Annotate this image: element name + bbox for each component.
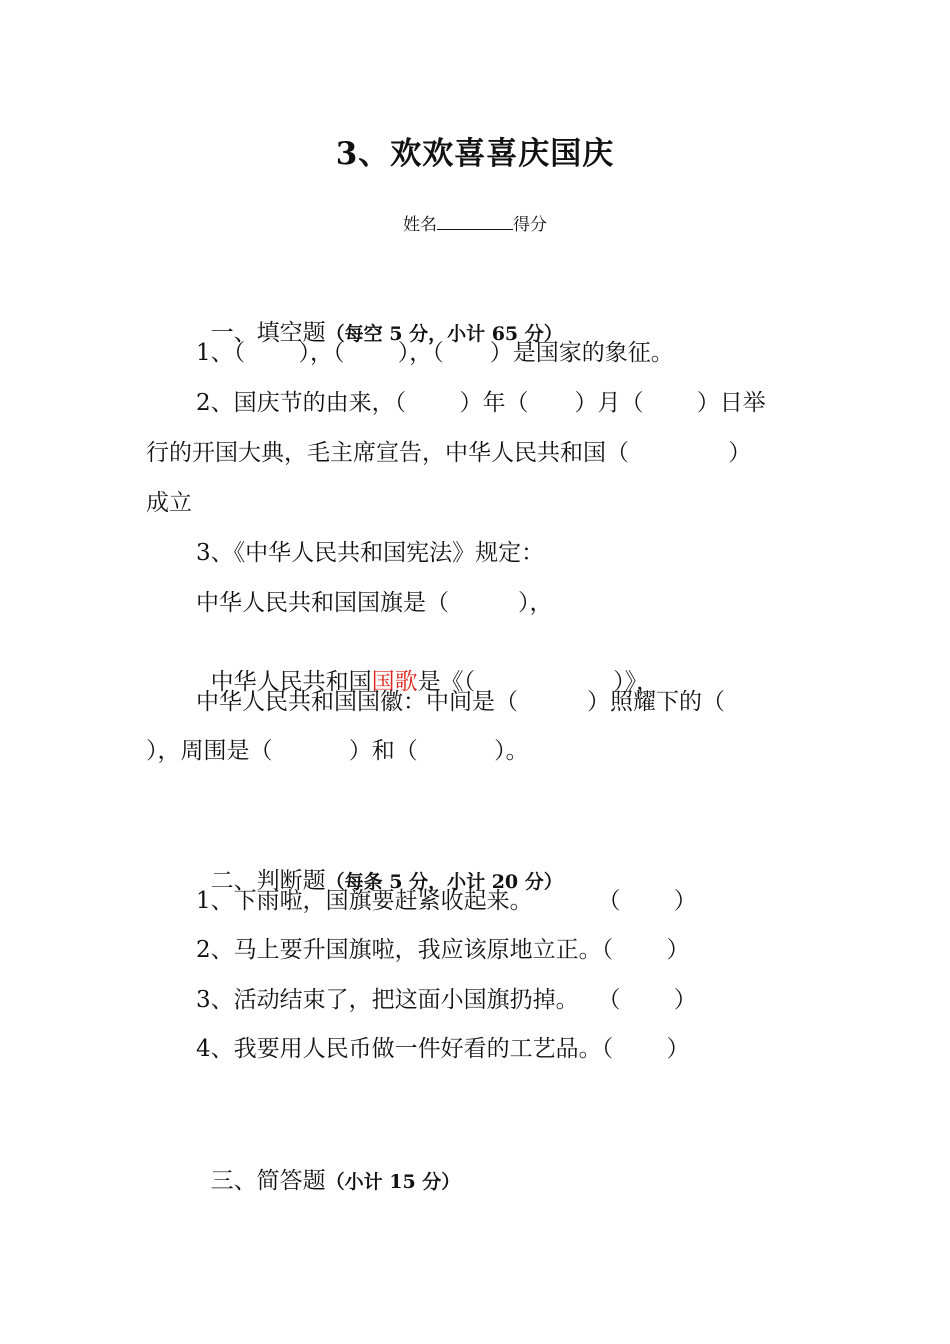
section3-heading: 三、简答题 (210, 1168, 326, 1194)
judge-item-4: 4、我要用人民币做一件好看的工艺品。（ ） (196, 1036, 690, 1062)
judge-item-3: 3、活动结束了，把这面小国旗扔掉。 （ ） (196, 987, 697, 1013)
q2-line3: 成立 (146, 490, 192, 516)
q1-line: 1、（ ），（ ），（ ）是国家的象征。 (196, 340, 674, 366)
judge-item-2: 2、马上要升国旗啦，我应该原地立正。（ ） (196, 937, 690, 963)
section2-heading: 二、判断题 (210, 868, 326, 894)
q3-flag-line: 中华人民共和国国旗是（ ）， (196, 590, 553, 616)
section2-note: （每条 5 分，小计 20 分） (325, 871, 563, 893)
section3-note: （小计 15 分） (325, 1171, 461, 1193)
name-score-line (0, 210, 950, 235)
section3-heading-line (196, 1136, 460, 1197)
judge-item-1: 1、下雨啦，国旗要赶紧收起来。 （ ） (196, 888, 697, 914)
q3-anthem-pre: 中华人民共和国 (210, 669, 372, 695)
q3-emblem-line1: 中华人民共和国国徽：中间是（ ）照耀下的（ (196, 689, 725, 715)
q3-emblem-line2: ），周围是（ ）和（ ）。 (146, 738, 529, 764)
q3-anthem-highlight: 国歌 (371, 669, 418, 695)
q3-line: 3、《中华人民共和国宪法》规定： (196, 540, 545, 566)
section1-heading: 一、填空题 (210, 320, 326, 346)
name-label: 姓名 (403, 215, 437, 235)
q3-anthem-post: 是《（ ）》， (417, 669, 660, 695)
q2-line2: 行的开国大典，毛主席宣告，中华人民共和国（ ） (146, 440, 752, 466)
page-title: 3、欢欢喜喜庆国庆 (335, 136, 615, 172)
name-blank[interactable] (437, 214, 513, 230)
section1-note: （每空 5 分，小计 65 分） (325, 323, 563, 345)
score-label: 得分 (513, 215, 547, 235)
q2-line1: 2、国庆节的由来，（ ）年（ ）月（ ）日举 (196, 390, 766, 416)
